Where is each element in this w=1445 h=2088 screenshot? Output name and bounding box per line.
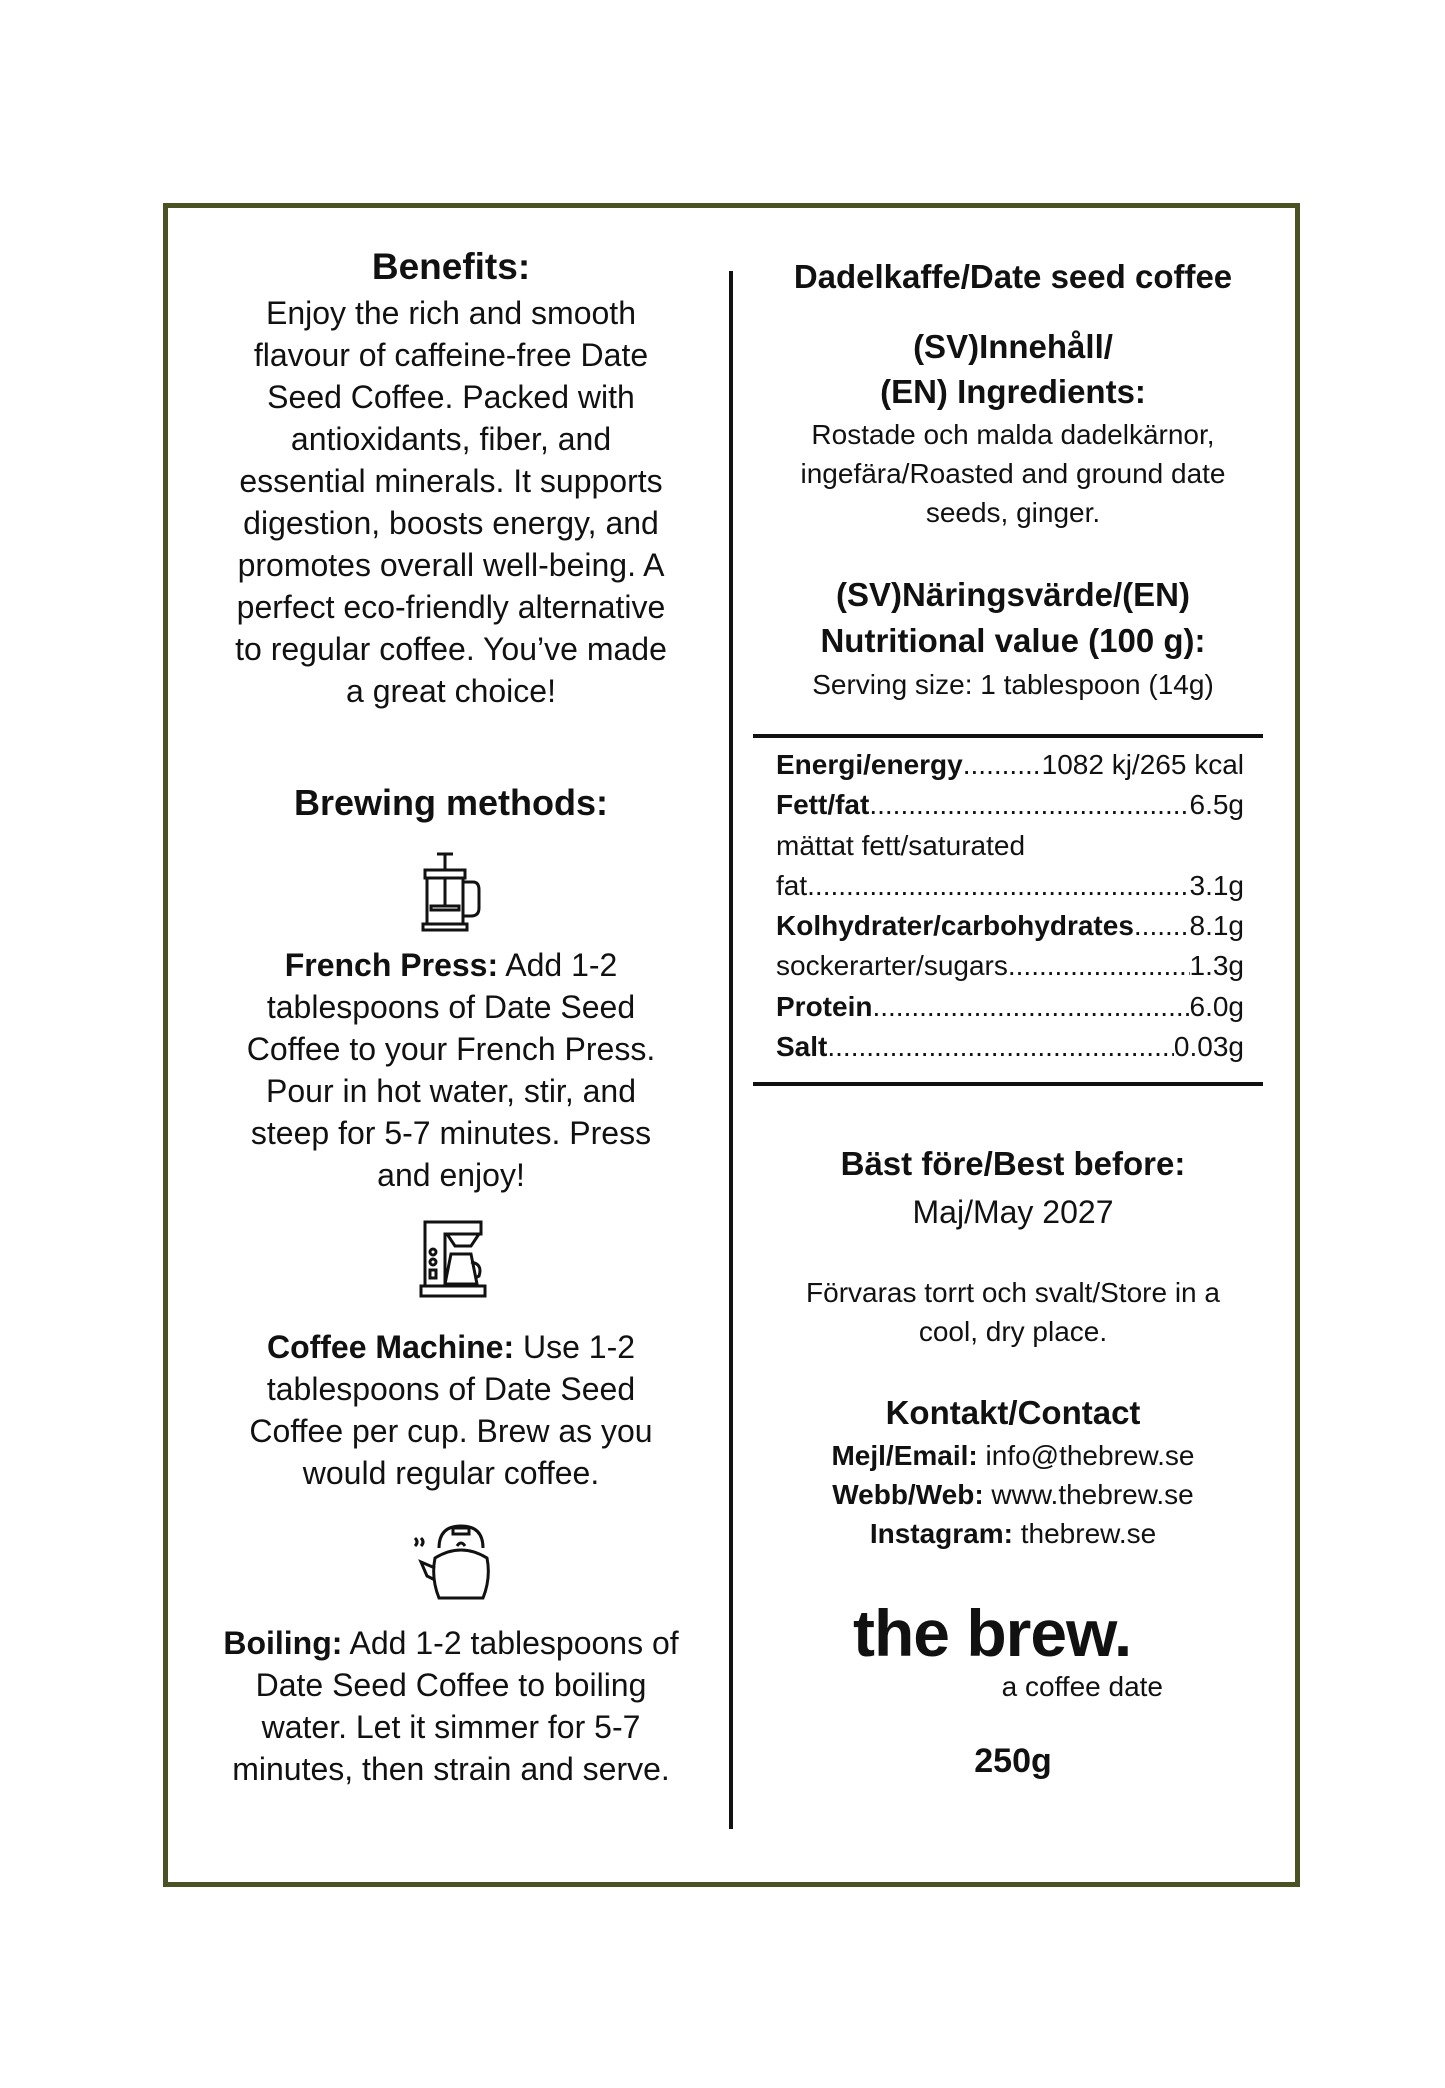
instruction-line (207, 1748, 695, 1790)
nutrition-row (776, 785, 1244, 825)
coffee-machine-instructions (207, 1326, 695, 1494)
contact-value: www.thebrew.se (983, 1479, 1194, 1510)
benefits-line: perfect eco-friendly alternative (236, 589, 666, 625)
brewing-methods-title: Brewing methods: (293, 782, 608, 823)
benefits-line: antioxidants, fiber, and (290, 421, 612, 457)
serving-size: Serving size: 1 tablespoon (14g) (812, 669, 1214, 700)
best-before-title: Bäst före/Best before: (840, 1145, 1186, 1182)
net-weight: 250g (974, 1742, 1052, 1780)
nutrition-title-en: Nutritional value (100 g): (820, 622, 1206, 659)
instruction-text: Add 1-2 (498, 947, 618, 983)
product-title: Dadelkaffe/Date seed coffee (793, 258, 1233, 295)
instruction-text: tablespoons of Date Seed (266, 989, 636, 1025)
kettle-icon (411, 1518, 491, 1604)
contact-value: info@thebrew.se (977, 1440, 1195, 1471)
instruction-line (207, 1452, 695, 1494)
instruction-line (207, 1112, 695, 1154)
nutrient-label: Kolhydrater/carbohydrates (776, 910, 1134, 942)
instruction-line (207, 1410, 695, 1452)
nutrient-label: mättat fett/saturated (776, 829, 1026, 861)
ingredients-title-en: (EN) Ingredients: (880, 373, 1146, 410)
benefits-text (207, 292, 695, 712)
storage-line: cool, dry place. (918, 1316, 1108, 1347)
nutrition-row (776, 1027, 1244, 1067)
nutrient-label: Salt (776, 1031, 828, 1063)
instruction-line (207, 986, 695, 1028)
instruction-line (207, 1664, 695, 1706)
nutrient-label: Protein (776, 990, 873, 1022)
instruction-text: minutes, then strain and serve. (232, 1751, 670, 1787)
coffee-machine-icon (411, 1218, 491, 1304)
instruction-text: would regular coffee. (302, 1455, 600, 1491)
instruction-line (207, 1070, 695, 1112)
nutrition-title-sv: (SV)Näringsvärde/(EN) (836, 576, 1190, 613)
ingredients-line: ingefära/Roasted and ground date (800, 458, 1226, 489)
benefits-line: digestion, boosts energy, and (243, 505, 659, 541)
nutrient-label: sockerarter/sugars (776, 950, 1008, 982)
instruction-line (207, 1326, 695, 1368)
instruction-line (207, 1154, 695, 1196)
nutrient-value: 0.03g (1173, 1031, 1244, 1063)
nutrition-bottom-rule (753, 1082, 1263, 1086)
nutrient-label: Fett/fat (776, 789, 870, 821)
benefits-line: essential minerals. It supports (239, 463, 663, 499)
leader-dots (827, 1027, 1174, 1067)
leader-dots (869, 785, 1189, 825)
benefits-line: Enjoy the rich and smooth (266, 295, 636, 331)
leader-dots (1008, 946, 1190, 986)
instruction-line (207, 944, 695, 986)
benefits-line: a great choice! (346, 673, 556, 709)
leader-dots (1134, 906, 1190, 946)
benefits-line: to regular coffee. You’ve made (235, 631, 667, 667)
contact-label: Mejl/Email: (831, 1440, 978, 1471)
instruction-line (207, 1368, 695, 1410)
instruction-line (207, 1706, 695, 1748)
leader-dots (963, 745, 1042, 785)
method-name: Coffee Machine: (266, 1329, 515, 1365)
nutrient-value: 1082 kj/265 kcal (1041, 749, 1244, 780)
brand-tagline: a coffee date (1001, 1671, 1163, 1702)
storage-text (753, 1273, 1273, 1351)
nutrition-row (776, 906, 1244, 946)
nutrient-label: Energi/energy (776, 749, 963, 780)
benefits-line: flavour of caffeine-free Date (253, 337, 649, 373)
contact-title: Kontakt/Contact (885, 1394, 1141, 1431)
leader-dots (872, 987, 1189, 1027)
best-before-date: Maj/May 2027 (912, 1194, 1114, 1230)
nutrition-row (776, 866, 1244, 906)
instruction-text: Coffee per cup. Brew as you (249, 1413, 653, 1449)
instruction-text: tablespoons of Date Seed (266, 1371, 636, 1407)
storage-line: Förvaras torrt och svalt/Store in a (806, 1277, 1220, 1308)
nutrition-row (776, 946, 1244, 986)
brand-logo: the brew. (853, 1596, 1132, 1670)
instruction-text: Use 1-2 (514, 1329, 636, 1365)
instruction-line (207, 1622, 695, 1664)
nutrition-row (776, 745, 1244, 785)
method-name: Boiling: (223, 1625, 343, 1661)
instruction-text: water. Let it simmer for 5-7 (261, 1709, 641, 1745)
french-press-icon (411, 850, 491, 934)
column-divider (729, 271, 733, 1829)
contact-info (753, 1436, 1273, 1553)
benefits-line: promotes overall well-being. A (237, 547, 665, 583)
nutrition-top-rule (753, 734, 1263, 738)
ingredients-text (753, 415, 1273, 532)
contact-line (753, 1514, 1273, 1553)
contact-value: thebrew.se (1012, 1518, 1157, 1549)
nutrition-row (776, 826, 1244, 866)
contact-line (753, 1436, 1273, 1475)
benefits-title: Benefits: (371, 246, 531, 287)
nutrient-value: 6.0g (1189, 990, 1244, 1022)
french-press-instructions (207, 944, 695, 1196)
boiling-instructions (207, 1622, 695, 1790)
contact-line (753, 1475, 1273, 1514)
ingredients-line: seeds, ginger. (925, 497, 1101, 528)
contact-label: Instagram: (869, 1518, 1013, 1549)
instruction-text: Pour in hot water, stir, and (266, 1073, 636, 1109)
instruction-text: and enjoy! (377, 1157, 525, 1193)
instruction-text: Add 1-2 tablespoons of (342, 1625, 679, 1661)
ingredients-line: Rostade och malda dadelkärnor, (811, 419, 1215, 450)
method-name: French Press: (284, 947, 499, 983)
nutrition-row (776, 987, 1244, 1027)
leader-dots (807, 866, 1189, 906)
nutrient-value: 3.1g (1189, 869, 1244, 901)
nutrient-value: 8.1g (1189, 910, 1244, 942)
nutrient-value: 1.3g (1189, 950, 1244, 982)
nutrition-table (776, 745, 1244, 1067)
instruction-text: steep for 5-7 minutes. Press (250, 1115, 652, 1151)
benefits-line: Seed Coffee. Packed with (267, 379, 635, 415)
nutrient-value: 6.5g (1189, 789, 1244, 821)
contact-label: Webb/Web: (832, 1479, 984, 1510)
instruction-text: Coffee to your French Press. (246, 1031, 656, 1067)
instruction-text: Date Seed Coffee to boiling (255, 1667, 647, 1703)
ingredients-title-sv: (SV)Innehåll/ (913, 328, 1113, 365)
instruction-line (207, 1028, 695, 1070)
nutrient-label: fat (776, 869, 808, 901)
